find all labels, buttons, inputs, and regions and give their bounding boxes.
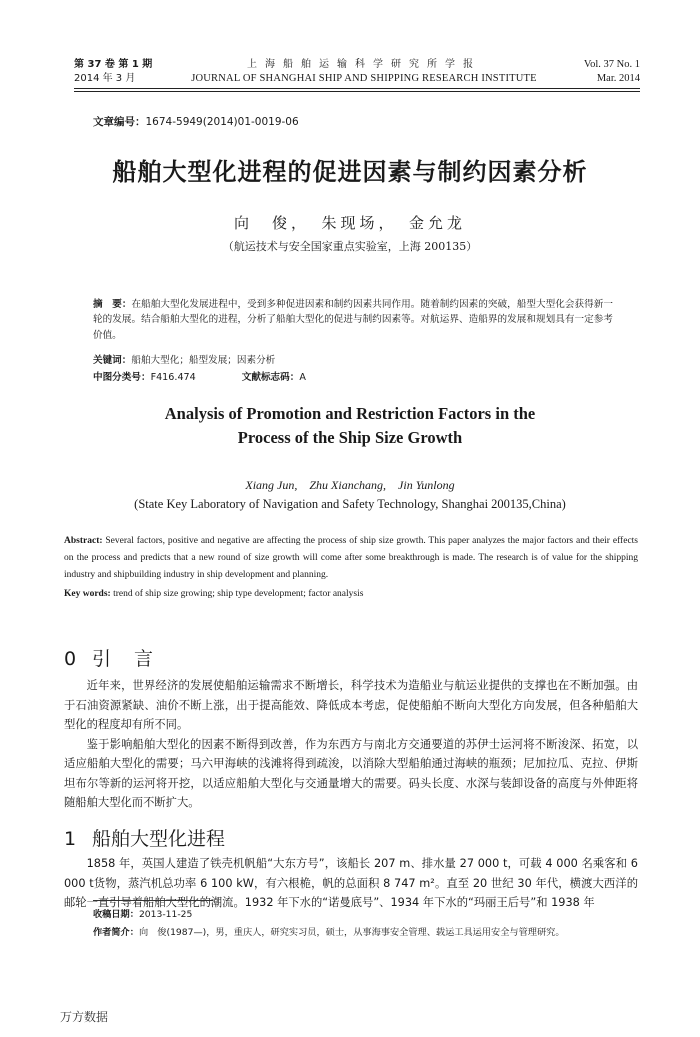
keywords-cn-label: 关键词： [93,355,132,366]
authors-en: Xiang Jun, Zhu Xianchang, Jin Yunlong [245,478,455,492]
abstract-en-text: Several factors, positive and negative are affecting the process of ship size growth. This paper analyzes the major factors and their effects on the process and predicts that a new round of size growth will come after some breakthrough is made. The research is of value for the shipping industry and shipbuilding industry in ship development and planning. [64,536,638,580]
keywords-cn [93,352,275,366]
header-volume-en: Vol. 37 No. 1 [583,59,640,70]
affiliation-en: (State Key Laboratory of Navigation and Safety Technology, Shanghai 200135,China) [134,497,566,511]
title-cn: 船舶大型化进程的促进因素与制约因素分析 [112,158,588,186]
footnote-received [93,906,192,920]
keywords-en-label: Key words: [64,589,111,599]
section-0-number: 0 [64,648,77,670]
section-0-paragraph-1: 近年来，世界经济的发展使船舶运输需求不断增长，科学技术为造船业与航运业提供的支撑也在不断加强。由于石油资源紧缺、油价不断上涨，出于提高能效、降低成本考虑，促使船舶不断向大型化方向发展，但各种船舶大型化的程度却有所不同。 [64,679,638,731]
journal-name-cn: 上海船舶运输科学研究所学报 [247,59,481,70]
received-value: 2013-11-25 [138,909,193,920]
footnote-rule [93,900,213,901]
footnote-author-bio [93,924,565,938]
authors-cn: 向 俊， 朱现场， 金允龙 [233,214,466,232]
abstract-en [64,533,638,584]
header-date-cn: 2014 年 3 月 [74,73,136,84]
author-bio-value: 向 俊(1987—)，男，重庆人，研究实习员，硕士，从事海事安全管理、载运工具运用安全与管理研究。 [138,927,565,938]
abstract-cn-label: 摘 要： [93,299,132,310]
doc-code-value: A [299,372,306,383]
clc-label: 中图分类号： [93,372,151,383]
title-en-line-1: Analysis of Promotion and Restriction Factors in the [164,404,536,423]
abstract-en-label: Abstract: [64,536,103,546]
header-rule-thin [74,91,640,92]
abstract-cn-text: 在船舶大型化发展进程中，受到多种促进因素和制约因素共同作用。随着制约因素的突破，船型大型化会获得新一轮的发展。结合船舶大型化的进程，分析了船舶大型化的促进与制约因素等。对航运界、造船界的发展和规划具有一定参考价值。 [93,299,614,341]
section-1-body [64,854,638,913]
section-1-heading [64,824,225,851]
section-1-number: 1 [64,828,77,850]
section-1-paragraph-1: 1858 年，英国人建造了铁壳机帆船“大东方号”，该船长 207 m、排水量 27 000 t，可载 4 000 名乘客和 6 000 t货物，蒸汽机总功率 6 100 kW，有六根桅，帆的总面积 8 747 m²。直至 20 世纪 30 年代，横渡大西洋的邮轮一直引导着船舶大型化的潮流。1932 年下水的“诺曼底号”、1934 年下水的“玛丽王后号”和 1938 年 [64,857,638,909]
article-number-label: 文章编号： [93,116,146,128]
header-rule-thick [74,88,640,89]
watermark-text: 万方数据 [60,1010,109,1024]
keywords-cn-text: 船舶大型化；船型发展；因素分析 [131,355,276,366]
header-date-en: Mar. 2014 [596,73,640,84]
section-0-body [64,676,638,813]
section-1-title: 船舶大型化进程 [92,828,226,850]
header-issue-en [584,58,640,86]
clc-value: F416.474 [150,372,196,383]
author-bio-label: 作者简介： [93,927,139,938]
article-number [93,114,299,129]
header-issue-cn [74,58,152,86]
journal-name-en: JOURNAL OF SHANGHAI SHIP AND SHIPPING RESEARCH INSTITUTE [191,73,537,84]
classification-line [93,369,306,383]
abstract-cn [93,297,613,343]
section-0-title: 引 言 [92,648,156,670]
keywords-en [64,589,363,599]
article-number-value: 1674-5949(2014)01-0019-06 [145,116,299,128]
header-journal [179,58,549,86]
title-en [0,402,700,450]
section-0-heading [64,644,155,671]
section-0-paragraph-2: 鉴于影响船舶大型化的因素不断得到改善，作为东西方与南北方交通要道的苏伊士运河将不断浚深、拓宽，以适应船舶大型化的需要；马六甲海峡的浅滩将得到疏浚，以消除大型船舶通过海峡的瓶颈；尼加拉瓜、克拉、伊斯坦布尔等新的运河将开挖，以适应船舶大型化与交通量增大的需要。码头长度、水深与装卸设备的高度与外伸距将随船舶大型化而不断扩大。 [64,737,638,809]
header-volume-cn: 第 37 卷 第 1 期 [74,59,153,70]
running-header [74,58,640,88]
title-en-line-2: Process of the Ship Size Growth [237,428,463,447]
doc-code-label: 文献标志码： [241,372,300,383]
received-label: 收稿日期： [93,909,139,920]
keywords-en-text: trend of ship size growing; ship type development; factor analysis [110,589,364,599]
affiliation-cn: （航运技术与安全国家重点实验室，上海 200135） [222,240,478,253]
